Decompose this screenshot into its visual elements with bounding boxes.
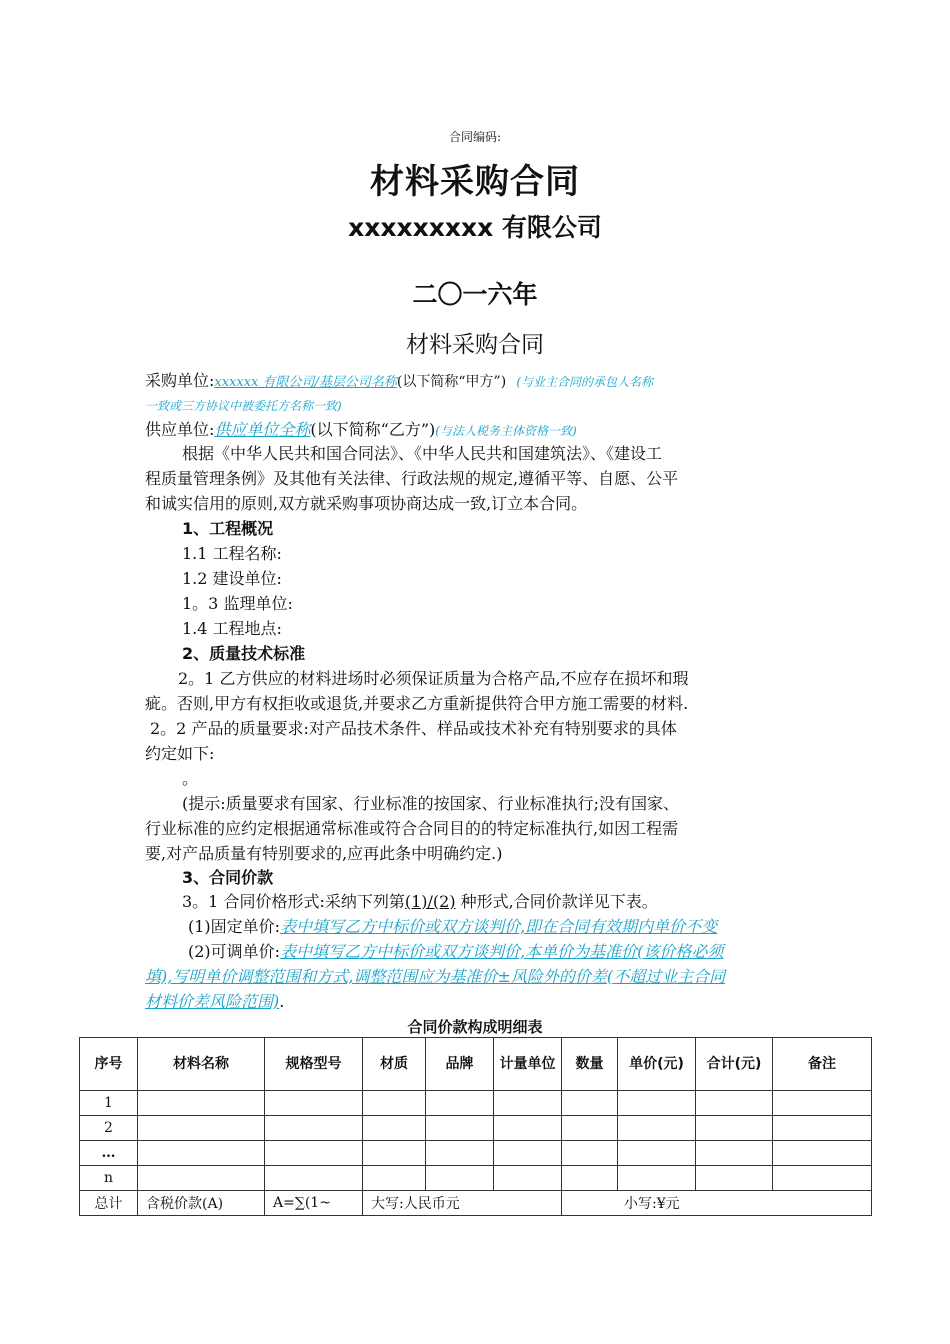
row-index: n — [80, 1166, 138, 1191]
total-upper-case: 大写:人民币元 — [363, 1191, 562, 1216]
adjust-price-line — [188, 939, 723, 964]
adjust-price-label: (2)可调单价: — [188, 942, 281, 961]
section-1-item: 1.1 工程名称: — [182, 544, 282, 563]
header-cell: 合计(元) — [696, 1038, 773, 1091]
buyer-note-2: 一致或三方协议中被委托方名称一致) — [145, 399, 342, 413]
total-lower-case: 小写:¥元 — [562, 1191, 872, 1216]
adjust-price-end: . — [279, 992, 285, 1011]
table-row — [80, 1166, 872, 1191]
supplier-line — [145, 417, 577, 444]
section-2-hint-line1: (提示:质量要求有国家、行业标准的按国家、行业标准执行;没有国家、 — [182, 794, 680, 813]
table-row — [80, 1091, 872, 1116]
header-cell: 数量 — [562, 1038, 618, 1091]
table-row — [80, 1116, 872, 1141]
table-total-row — [80, 1191, 872, 1216]
header-cell: 材质 — [363, 1038, 426, 1091]
section-1-item: 1.2 建设单位: — [182, 569, 282, 588]
buyer-suffix: (以下简称“甲方”) — [396, 374, 507, 390]
buyer-line — [145, 368, 653, 395]
row-index: 1 — [80, 1091, 138, 1116]
section-3-p1-prefix: 3。1 合同价格形式:采纳下列第 — [182, 892, 405, 911]
supplier-note: (与法人税务主体资格一致) — [435, 424, 577, 438]
section-3-p1 — [182, 889, 658, 914]
fixed-price-label: (1)固定单价: — [188, 917, 281, 936]
section-3-p1-suffix: 种形式,合同价款详见下表。 — [455, 892, 658, 911]
adjust-price-note-2: 填),写明单价调整范围和方式,调整范围应为基准价±风险外的价差(不超过业主合同 — [145, 967, 726, 986]
tax-inclusive-label: 含税价款(A) — [138, 1191, 265, 1216]
adjust-price-note-1: 表中填写乙方中标价或双方谈判价,本单价为基准价(该价格必须 — [280, 942, 724, 961]
section-2-p2-line2: 约定如下: — [145, 744, 215, 763]
buyer-note-1: (与业主合同的承包人名称 — [516, 375, 654, 389]
row-index: … — [80, 1141, 138, 1166]
header-cell: 序号 — [80, 1038, 138, 1091]
section-2-blank: 。 — [182, 769, 199, 788]
section-2-hint-line2: 行业标准的应约定根据通常标准或符合合同目的的特定标准执行,如因工程需 — [145, 819, 679, 838]
main-title: 材料采购合同 — [370, 162, 580, 202]
sub-title: 材料采购合同 — [406, 332, 544, 358]
header-cell: 品牌 — [426, 1038, 494, 1091]
supplier-label: 供应单位: — [145, 420, 215, 439]
table-row — [80, 1141, 872, 1166]
price-detail-table — [79, 1037, 872, 1216]
section-1-heading: 1、工程概况 — [182, 519, 274, 538]
section-2-heading: 2、质量技术标准 — [182, 644, 306, 663]
section-2-p1-line1: 2。1 乙方供应的材料进场时必须保证质量为合格产品,不应存在损坏和瑕 — [178, 669, 689, 688]
supplier-value: 供应单位全称 — [214, 420, 311, 439]
header-cell: 备注 — [773, 1038, 872, 1091]
header-cell: 计量单位 — [494, 1038, 562, 1091]
adjust-price-note-line2 — [145, 964, 725, 989]
fixed-price-note: 表中填写乙方中标价或双方谈判价,即在合同有效期内单价不变 — [280, 917, 718, 936]
header-cell: 规格型号 — [265, 1038, 363, 1091]
section-2-hint-line3: 要,对产品质量有特别要求的,应再此条中明确约定.) — [145, 844, 503, 863]
section-2-p1-line2: 疵。否则,甲方有权拒收或退货,并要求乙方重新提供符合甲方施工需要的材料. — [145, 694, 689, 713]
section-1-item: 1。3 监理单位: — [182, 594, 293, 613]
supplier-suffix: (以下简称“乙方”) — [310, 420, 436, 439]
section-1-item: 1.4 工程地点: — [182, 619, 282, 638]
contract-code-label: 合同编码: — [448, 130, 502, 144]
total-formula: A=∑(1~ — [265, 1191, 363, 1216]
total-label: 总计 — [80, 1191, 138, 1216]
adjust-price-note-3: 材料价差风险范围) — [145, 992, 280, 1011]
fixed-price-line — [188, 914, 717, 939]
row-index: 2 — [80, 1116, 138, 1141]
table-title: 合同价款构成明细表 — [407, 1018, 543, 1036]
contract-year: 二〇一六年 — [412, 280, 538, 309]
section-2-p2-line1: 2。2 产品的质量要求:对产品技术条件、样品或技术补充有特别要求的具体 — [150, 719, 677, 738]
intro-line-1: 根据《中华人民共和国合同法》、《中华人民共和国建筑法》、《建设工 — [182, 444, 663, 463]
buyer-note-line — [145, 392, 342, 419]
buyer-label: 采购单位: — [145, 371, 215, 390]
adjust-price-note-line3 — [145, 989, 284, 1014]
buyer-value: xxxxxx 有限公司/基层公司名称 — [214, 375, 397, 390]
company-name: xxxxxxxxx 有限公司 — [348, 213, 602, 242]
section-3-heading: 3、合同价款 — [182, 868, 274, 887]
intro-line-3: 和诚实信用的原则,双方就采购事项协商达成一致,订立本合同。 — [145, 494, 588, 513]
section-3-p1-choice: (1)/(2) — [404, 892, 456, 911]
intro-line-2: 程质量管理条例》及其他有关法律、行政法规的规定,遵循平等、自愿、公平 — [145, 469, 679, 488]
table-header-row — [80, 1038, 872, 1091]
header-cell: 单价(元) — [618, 1038, 696, 1091]
header-cell: 材料名称 — [138, 1038, 265, 1091]
